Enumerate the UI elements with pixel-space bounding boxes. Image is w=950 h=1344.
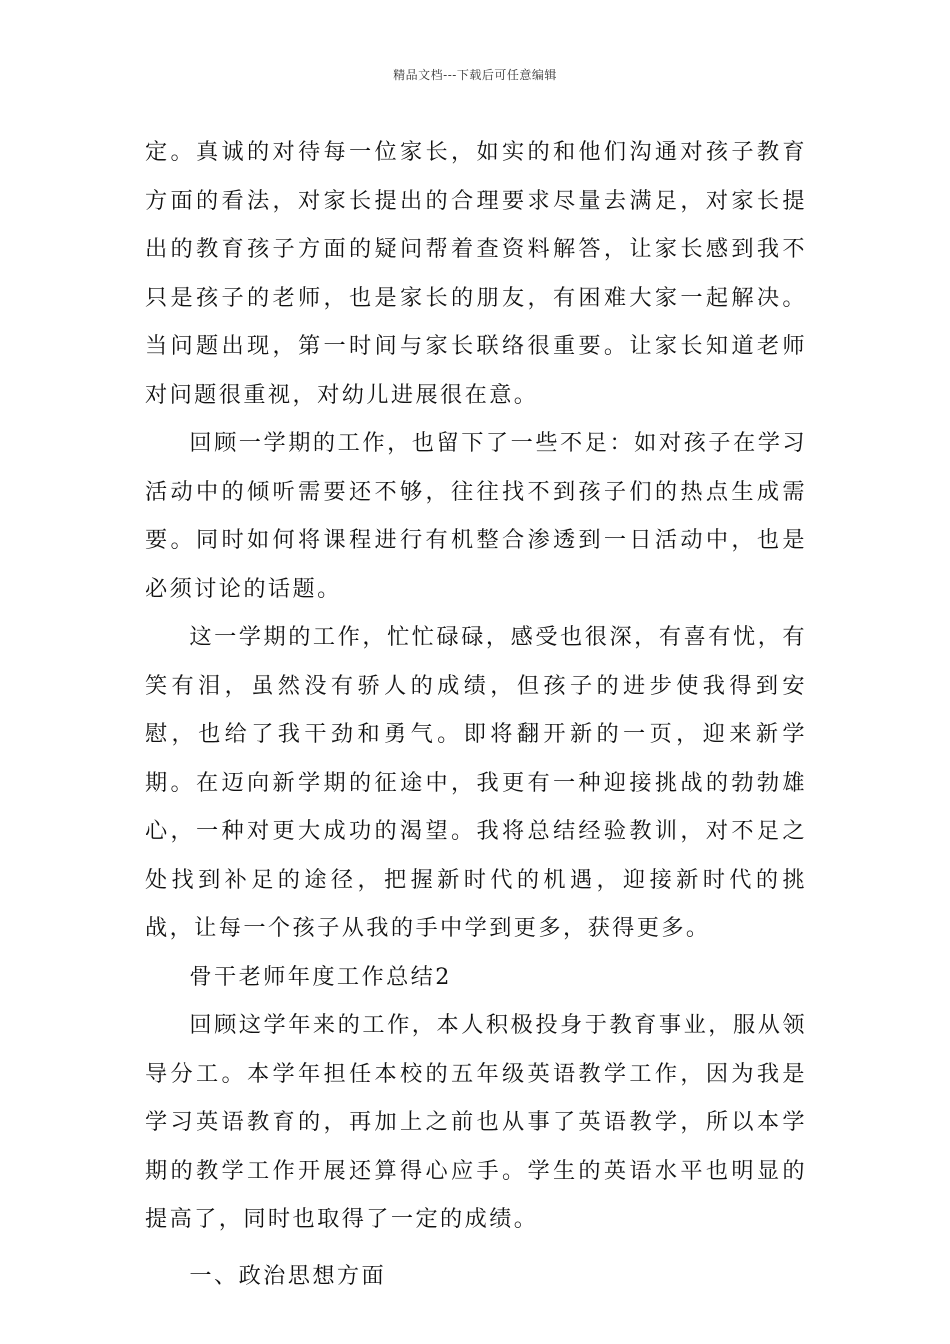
- page-header: 精品文档---下载后可任意编辑: [393, 68, 557, 82]
- paragraph-reflection: 这一学期的工作，忙忙碌碌，感受也很深，有喜有忧，有笑有泪，虽然没有骄人的成绩，但孩子的进步使我得到安慰，也给了我干劲和勇气。即将翻开新的一页，迎来新学期。在迈向新学期的征途中，我更有一种迎接挑战的勃勃雄心，一种对更大成功的渴望。我将总结经验教训，对不足之处找到补足的途径，把握新时代的机遇，迎接新时代的挑战，让每一个孩子从我的手中学到更多，获得更多。: [145, 624, 807, 941]
- section-title: 骨干老师年度工作总结2: [189, 963, 452, 990]
- subsection-heading: 一、政治思想方面: [189, 1262, 387, 1289]
- paragraph-shortcomings: 回顾一学期的工作，也留下了一些不足：如对孩子在学习活动中的倾听需要还不够，往往找不到孩子们的热点生成需要。同时如何将课程进行有机整合渗透到一日活动中，也是必须讨论的话题。: [145, 430, 807, 602]
- paragraph-review: 回顾这学年来的工作，本人积极投身于教育事业，服从领导分工。本学年担任本校的五年级英语教学工作，因为我是学习英语教育的，再加上之前也从事了英语教学，所以本学期的教学工作开展还算得心应手。学生的英语水平也明显的提高了，同时也取得了一定的成绩。: [145, 1012, 807, 1232]
- paragraph-continuation: 定。真诚的对待每一位家长，如实的和他们沟通对孩子教育方面的看法，对家长提出的合理要求尽量去满足，对家长提出的教育孩子方面的疑问帮着查资料解答，让家长感到我不只是孩子的老师，也是家长的朋友，有困难大家一起解决。当问题出现，第一时间与家长联络很重要。让家长知道老师对问题很重视，对幼儿进展很在意。: [145, 139, 807, 408]
- document-body: [145, 128, 807, 1300]
